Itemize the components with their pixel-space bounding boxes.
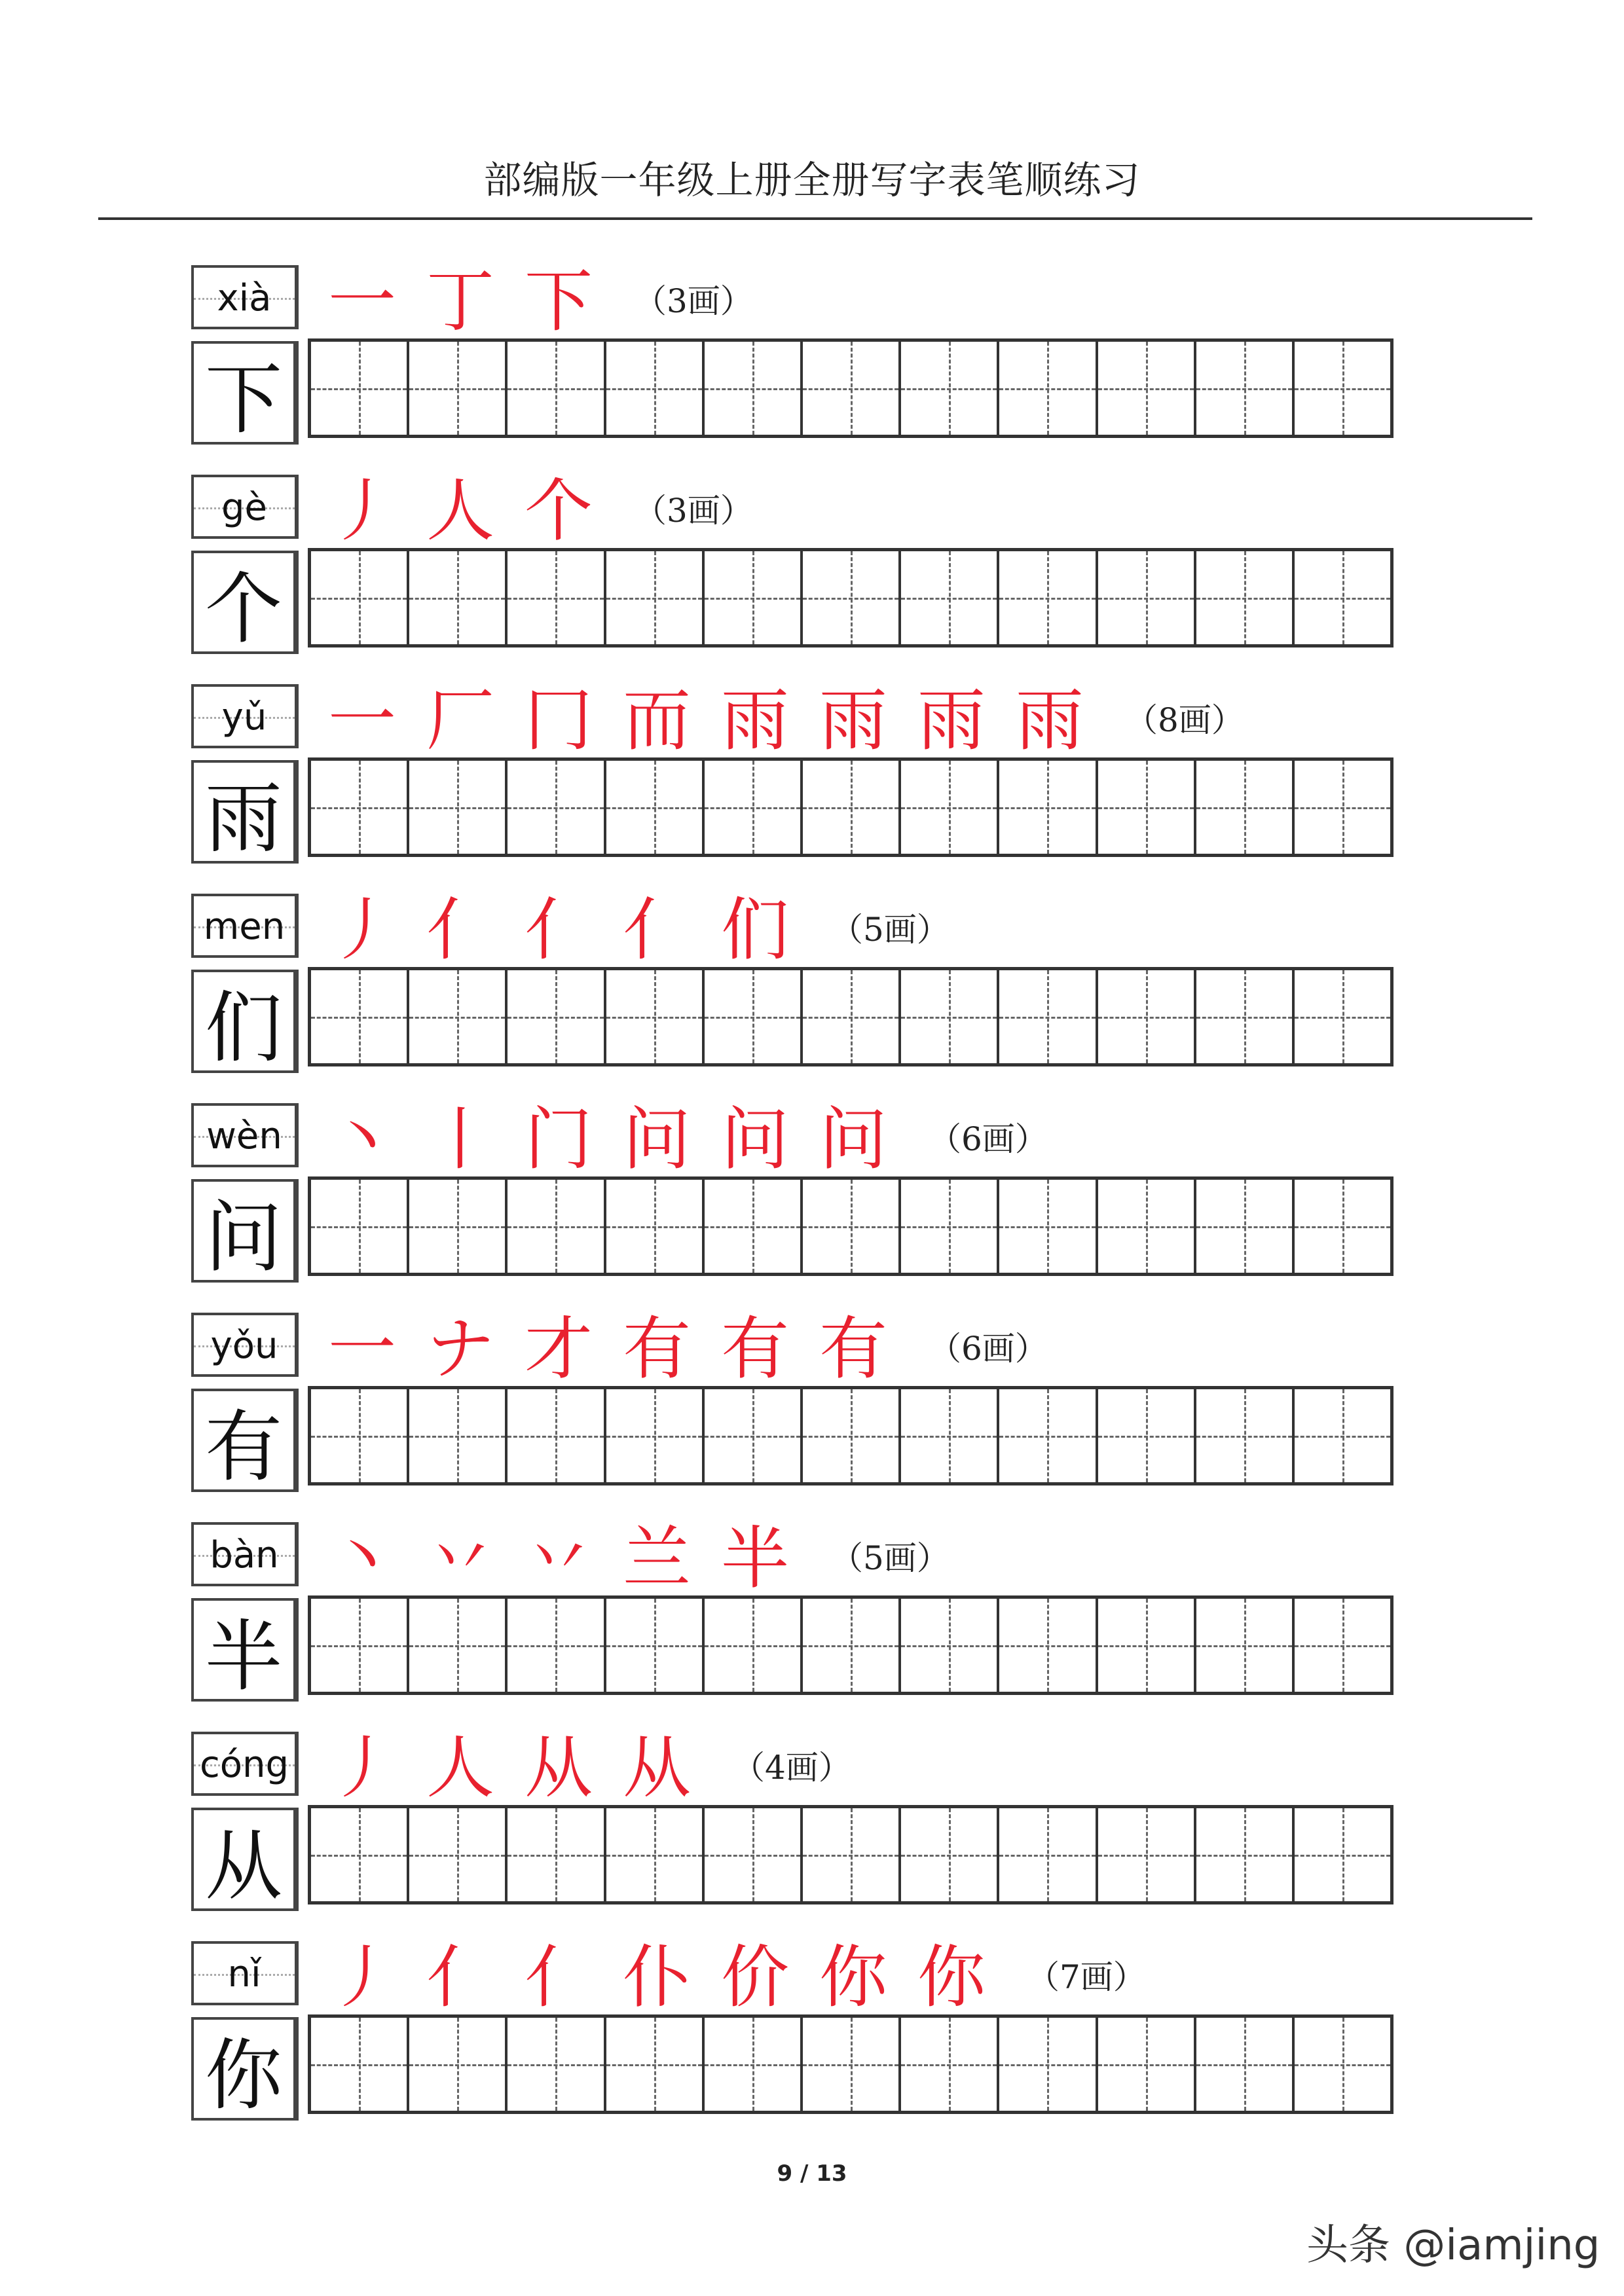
writing-cell[interactable]	[507, 1180, 606, 1273]
model-character-box	[191, 2017, 299, 2121]
stroke-step: 亻	[524, 1937, 593, 2017]
writing-cell[interactable]	[1098, 970, 1196, 1063]
stroke-step: 门	[524, 1099, 593, 1179]
stroke-step: 人	[426, 1728, 494, 1808]
stroke-order	[313, 1937, 1146, 2017]
stroke-step: 问	[720, 1099, 789, 1179]
stroke-step: 下	[524, 261, 593, 341]
stroke-step: 你	[819, 1937, 887, 2017]
writing-cell[interactable]	[803, 1180, 901, 1273]
writing-cell[interactable]	[311, 761, 409, 854]
writing-grid	[308, 1595, 1393, 1695]
writing-cell[interactable]	[409, 1599, 507, 1692]
writing-cell[interactable]	[1295, 1599, 1390, 1692]
character-entry	[0, 890, 1624, 1103]
writing-cell[interactable]	[507, 342, 606, 435]
stroke-step: 丿	[327, 1937, 396, 2017]
writing-cell[interactable]	[409, 761, 507, 854]
character-entry	[0, 471, 1624, 684]
stroke-step: 有	[819, 1309, 887, 1389]
writing-cell[interactable]	[409, 342, 507, 435]
stroke-step: ナ	[426, 1309, 494, 1389]
writing-cell[interactable]	[1196, 970, 1295, 1063]
model-character: 从	[204, 1821, 282, 1911]
writing-cell[interactable]	[901, 342, 999, 435]
writing-cell[interactable]	[1098, 1389, 1196, 1482]
writing-cell[interactable]	[901, 1599, 999, 1692]
writing-grid	[308, 1176, 1393, 1276]
stroke-count: （8画）	[1125, 701, 1244, 739]
stroke-step: 丿	[327, 1728, 396, 1808]
writing-cell[interactable]	[606, 342, 705, 435]
writing-cell[interactable]	[999, 970, 1098, 1063]
writing-cell[interactable]	[999, 2018, 1098, 2111]
writing-cell[interactable]	[705, 1389, 803, 1482]
page-number: 9 / 13	[777, 2160, 847, 2187]
stroke-order	[313, 680, 1244, 760]
model-character-box	[191, 1389, 299, 1492]
model-character: 你	[204, 2030, 282, 2121]
writing-cell[interactable]	[606, 970, 705, 1063]
stroke-step: 亻	[426, 1937, 494, 2017]
stroke-step: 你	[917, 1937, 986, 2017]
writing-cell[interactable]	[311, 1808, 409, 1901]
model-character-box	[191, 760, 299, 864]
character-entry	[0, 261, 1624, 475]
stroke-step: 问	[819, 1099, 887, 1179]
writing-cell[interactable]	[606, 1808, 705, 1901]
writing-cell[interactable]	[409, 2018, 507, 2111]
writing-grid	[308, 757, 1393, 857]
pinyin-box	[191, 1941, 299, 2005]
stroke-count: （5画）	[830, 911, 950, 949]
stroke-order	[313, 1309, 1048, 1389]
writing-cell[interactable]	[803, 551, 901, 644]
character-entry	[0, 1518, 1624, 1732]
writing-cell[interactable]	[311, 970, 409, 1063]
writing-cell[interactable]	[1295, 1808, 1390, 1901]
model-character-box	[191, 1179, 299, 1283]
writing-cell[interactable]	[803, 2018, 901, 2111]
writing-cell[interactable]	[507, 970, 606, 1063]
writing-cell[interactable]	[803, 1389, 901, 1482]
writing-cell[interactable]	[705, 1808, 803, 1901]
stroke-step: 丷	[426, 1518, 494, 1598]
stroke-step: 亻	[622, 890, 691, 970]
writing-cell[interactable]	[606, 1599, 705, 1692]
writing-cell[interactable]	[1098, 342, 1196, 435]
writing-cell[interactable]	[409, 970, 507, 1063]
writing-grid	[308, 1386, 1393, 1485]
pinyin-text: cóng	[199, 1743, 289, 1786]
pinyin-text: gè	[221, 486, 267, 529]
model-character: 下	[204, 354, 282, 445]
writing-cell[interactable]	[1098, 2018, 1196, 2111]
character-entry	[0, 1099, 1624, 1313]
writing-cell[interactable]	[606, 1180, 705, 1273]
pinyin-text: yǒu	[210, 1324, 278, 1367]
stroke-count: （6画）	[929, 1120, 1048, 1158]
watermark: 头条 @iamjing	[1306, 2221, 1600, 2270]
writing-cell[interactable]	[999, 342, 1098, 435]
writing-cell[interactable]	[705, 1599, 803, 1692]
stroke-count: （3画）	[634, 492, 753, 530]
stroke-order	[313, 471, 753, 551]
writing-cell[interactable]	[901, 1808, 999, 1901]
stroke-step: 雨	[1015, 680, 1084, 760]
stroke-count: （4画）	[732, 1749, 851, 1787]
character-entry	[0, 1937, 1624, 2151]
model-character-box	[191, 341, 299, 445]
pinyin-box	[191, 1103, 299, 1167]
stroke-order	[313, 890, 950, 970]
writing-cell[interactable]	[901, 970, 999, 1063]
writing-cell[interactable]	[901, 1180, 999, 1273]
pinyin-box	[191, 475, 299, 539]
pinyin-text: wèn	[206, 1115, 282, 1157]
stroke-step: 雨	[917, 680, 986, 760]
writing-cell[interactable]	[311, 1599, 409, 1692]
stroke-step: 丿	[327, 471, 396, 551]
pinyin-box	[191, 684, 299, 748]
writing-cell[interactable]	[705, 1180, 803, 1273]
writing-cell[interactable]	[507, 551, 606, 644]
writing-cell[interactable]	[1196, 342, 1295, 435]
writing-cell[interactable]	[705, 551, 803, 644]
stroke-step: 有	[720, 1309, 789, 1389]
writing-cell[interactable]	[1196, 1599, 1295, 1692]
writing-cell[interactable]	[901, 1389, 999, 1482]
writing-cell[interactable]	[409, 551, 507, 644]
pinyin-box	[191, 1522, 299, 1586]
stroke-step: 从	[622, 1728, 691, 1808]
model-character-box	[191, 551, 299, 654]
writing-cell[interactable]	[507, 761, 606, 854]
writing-cell[interactable]	[999, 761, 1098, 854]
pinyin-text: men	[203, 905, 286, 948]
model-character: 个	[204, 564, 282, 654]
model-character-box	[191, 1808, 299, 1911]
stroke-step: 丶	[327, 1099, 396, 1179]
writing-cell[interactable]	[705, 970, 803, 1063]
writing-cell[interactable]	[507, 1808, 606, 1901]
pinyin-text: bàn	[210, 1534, 279, 1576]
writing-cell[interactable]	[1196, 1389, 1295, 1482]
stroke-step: 从	[524, 1728, 593, 1808]
stroke-step: 一	[327, 1309, 396, 1389]
writing-cell[interactable]	[803, 1599, 901, 1692]
writing-cell[interactable]	[1196, 1180, 1295, 1273]
writing-grid	[308, 967, 1393, 1066]
pinyin-text: yǔ	[221, 696, 267, 738]
writing-cell[interactable]	[409, 1808, 507, 1901]
stroke-step: 亻	[426, 890, 494, 970]
stroke-step: 个	[524, 471, 593, 551]
model-character: 有	[204, 1402, 282, 1492]
writing-cell[interactable]	[507, 2018, 606, 2111]
writing-grid	[308, 548, 1393, 647]
writing-cell[interactable]	[1295, 2018, 1390, 2111]
writing-cell[interactable]	[1196, 761, 1295, 854]
model-character: 们	[204, 983, 282, 1073]
writing-cell[interactable]	[311, 551, 409, 644]
pinyin-box	[191, 1732, 299, 1796]
stroke-step: 雨	[720, 680, 789, 760]
stroke-step: 雨	[819, 680, 887, 760]
writing-cell[interactable]	[1196, 1808, 1295, 1901]
writing-cell[interactable]	[606, 2018, 705, 2111]
writing-grid	[308, 1805, 1393, 1904]
pinyin-text: nǐ	[227, 1953, 261, 1995]
character-entry	[0, 680, 1624, 894]
stroke-step: 问	[622, 1099, 691, 1179]
character-entry	[0, 1309, 1624, 1522]
writing-cell[interactable]	[507, 1389, 606, 1482]
stroke-step: 人	[426, 471, 494, 551]
writing-cell[interactable]	[803, 342, 901, 435]
stroke-order	[313, 261, 753, 341]
stroke-count: （7画）	[1027, 1958, 1146, 1996]
writing-cell[interactable]	[409, 1180, 507, 1273]
writing-cell[interactable]	[507, 1599, 606, 1692]
writing-cell[interactable]	[311, 342, 409, 435]
writing-cell[interactable]	[901, 551, 999, 644]
stroke-step: 丨	[426, 1099, 494, 1179]
stroke-step: 冂	[524, 680, 593, 760]
writing-cell[interactable]	[1295, 970, 1390, 1063]
stroke-order	[313, 1099, 1048, 1179]
character-entry	[0, 1728, 1624, 1941]
model-character: 半	[204, 1611, 282, 1702]
writing-cell[interactable]	[409, 1389, 507, 1482]
model-character: 问	[204, 1192, 282, 1283]
writing-cell[interactable]	[901, 2018, 999, 2111]
stroke-step: 有	[622, 1309, 691, 1389]
writing-grid	[308, 2014, 1393, 2114]
stroke-step: 厂	[426, 680, 494, 760]
writing-cell[interactable]	[1295, 1180, 1390, 1273]
stroke-count: （5画）	[830, 1539, 950, 1577]
writing-cell[interactable]	[705, 761, 803, 854]
pinyin-box	[191, 1313, 299, 1377]
writing-cell[interactable]	[311, 1180, 409, 1273]
writing-cell[interactable]	[1295, 1389, 1390, 1482]
stroke-step: 兰	[622, 1518, 691, 1598]
writing-cell[interactable]	[803, 970, 901, 1063]
stroke-step: 们	[720, 890, 789, 970]
stroke-step: 半	[720, 1518, 789, 1598]
stroke-step: 才	[524, 1309, 593, 1389]
writing-cell[interactable]	[999, 1180, 1098, 1273]
stroke-step: 丿	[327, 890, 396, 970]
writing-cell[interactable]	[705, 342, 803, 435]
writing-cell[interactable]	[1295, 761, 1390, 854]
stroke-step: 价	[720, 1937, 789, 2017]
stroke-count: （6画）	[929, 1330, 1048, 1368]
writing-grid	[308, 338, 1393, 438]
writing-cell[interactable]	[705, 2018, 803, 2111]
pinyin-box	[191, 265, 299, 329]
writing-cell[interactable]	[999, 1808, 1098, 1901]
writing-cell[interactable]	[901, 761, 999, 854]
model-character-box	[191, 970, 299, 1073]
writing-cell[interactable]	[606, 761, 705, 854]
writing-cell[interactable]	[1295, 342, 1390, 435]
writing-cell[interactable]	[1196, 2018, 1295, 2111]
pinyin-text: xià	[217, 277, 272, 319]
writing-cell[interactable]	[803, 1808, 901, 1901]
writing-cell[interactable]	[1295, 551, 1390, 644]
writing-cell[interactable]	[999, 551, 1098, 644]
writing-cell[interactable]	[1098, 551, 1196, 644]
stroke-order	[313, 1728, 851, 1808]
writing-cell[interactable]	[311, 2018, 409, 2111]
stroke-step: 一	[327, 680, 396, 760]
writing-cell[interactable]	[1098, 1808, 1196, 1901]
stroke-step: 仆	[622, 1937, 691, 2017]
stroke-count: （3画）	[634, 282, 753, 320]
title-divider	[98, 217, 1532, 220]
stroke-order	[313, 1518, 950, 1598]
stroke-step: 丷	[524, 1518, 593, 1598]
stroke-step: 一	[327, 261, 396, 341]
writing-cell[interactable]	[311, 1389, 409, 1482]
stroke-step: 而	[622, 680, 691, 760]
stroke-step: 亻	[524, 890, 593, 970]
writing-cell[interactable]	[1098, 1599, 1196, 1692]
model-character: 雨	[204, 773, 282, 864]
writing-cell[interactable]	[999, 1599, 1098, 1692]
pinyin-box	[191, 894, 299, 958]
writing-cell[interactable]	[606, 1389, 705, 1482]
model-character-box	[191, 1598, 299, 1702]
writing-cell[interactable]	[1098, 1180, 1196, 1273]
writing-cell[interactable]	[606, 551, 705, 644]
page-title: 部编版一年级上册全册写字表笔顺练习	[483, 158, 1141, 202]
stroke-step: 丶	[327, 1518, 396, 1598]
writing-cell[interactable]	[1196, 551, 1295, 644]
writing-cell[interactable]	[803, 761, 901, 854]
writing-cell[interactable]	[1098, 761, 1196, 854]
writing-cell[interactable]	[999, 1389, 1098, 1482]
stroke-step: 丁	[426, 261, 494, 341]
